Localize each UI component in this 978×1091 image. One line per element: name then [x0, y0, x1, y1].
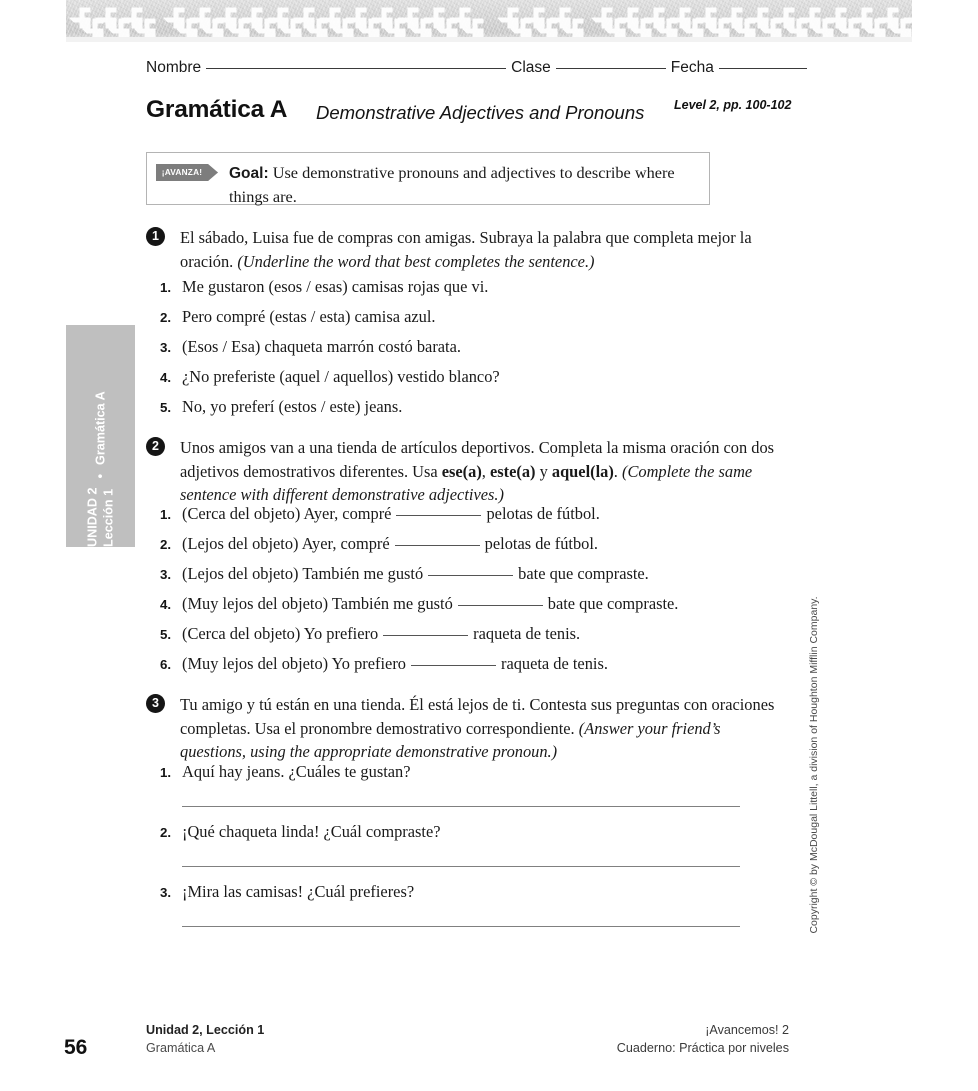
exercise-2-term-ese: ese(a)	[441, 461, 482, 481]
ex1-item-2	[160, 306, 436, 329]
exercise-1-instructions-es: El sábado, Luisa fue de compras con amigas. Subraya la palabra que completa mejor la oración.	[180, 228, 752, 271]
side-tab-separator: •	[92, 473, 107, 479]
side-tab-unit: UNIDAD 2	[84, 487, 99, 547]
banner-baseline	[66, 37, 912, 42]
ex1-item-4-number: 4.	[160, 370, 172, 385]
fecha-write-in-line[interactable]	[719, 68, 807, 69]
exercise-1-number: 1	[146, 227, 165, 246]
side-unit-tab	[66, 325, 135, 547]
footer-left	[146, 1022, 264, 1058]
ex2-item-1-text-after: pelotas de fútbol.	[486, 504, 600, 523]
ex1-item-4-text[interactable]: ¿No preferiste (aquel / aquellos) vestido blanco?	[182, 367, 500, 386]
ex2-item-1-number: 1.	[160, 507, 172, 522]
nombre-write-in-line[interactable]	[206, 68, 506, 69]
ex1-item-3-text[interactable]: (Esos / Esa) chaqueta marrón costó barata.	[182, 337, 461, 356]
ex2-item-5	[160, 623, 580, 646]
exercise-2-term-aquel: aquel(la)	[551, 461, 614, 481]
goal-text	[229, 161, 691, 208]
ex1-item-3	[160, 336, 461, 359]
ex2-item-4	[160, 593, 678, 616]
side-tab-lesson: Lección 1	[100, 488, 115, 547]
goal-label: Goal:	[229, 165, 269, 182]
ex2-item-2-text-before: (Lejos del objeto) Ayer, compré	[182, 534, 390, 553]
ex3-item-3-answer-line[interactable]	[182, 926, 740, 927]
ex1-item-5	[160, 396, 402, 419]
ex2-item-2-number: 2.	[160, 537, 172, 552]
footer-book-title: ¡Avancemos! 2	[705, 1023, 789, 1037]
ex1-item-3-number: 3.	[160, 340, 172, 355]
footer-book-subtitle: Cuaderno: Práctica por niveles	[616, 1040, 789, 1055]
side-unit-tab-content	[66, 325, 135, 547]
ex3-item-1-answer-line[interactable]	[182, 806, 740, 807]
ex2-item-1-blank[interactable]	[396, 515, 481, 516]
exercise-3-instructions-es: Tu amigo y tú están en una tienda. Él está lejos de ti. Contesta sus preguntas con oraciones completas. Usa el pronombre demostrativo correspondiente.	[180, 695, 775, 738]
copyright-text: Copyright © by McDougal Littell, a division of Houghton Mifflin Company.	[808, 596, 820, 934]
ex2-item-3-text-before: (Lejos del objeto) También me gustó	[182, 564, 424, 583]
exercise-2-sep-1: ,	[481, 461, 490, 481]
ex3-item-3-text: ¡Mira las camisas! ¿Cuál prefieres?	[182, 882, 415, 901]
ex2-item-5-text-before: (Cerca del objeto) Yo prefiero	[182, 624, 379, 643]
goal-box	[146, 152, 710, 205]
level-reference: Level 2, pp. 100-102	[674, 98, 792, 112]
ex3-item-2-number: 2.	[160, 825, 172, 840]
ex2-item-2-blank[interactable]	[395, 545, 480, 546]
ex2-item-3-number: 3.	[160, 567, 172, 582]
page-number: 56	[64, 1036, 88, 1059]
nombre-label: Nombre	[146, 59, 202, 76]
exercise-2-term-este: este(a)	[489, 461, 536, 481]
exercise-3-instructions-en: (Answer your friend’s questions, using the appropriate demonstrative pronoun.)	[180, 718, 721, 762]
exercise-2-sep-3: .	[613, 461, 622, 481]
avanza-badge-label: ¡AVANZA!	[161, 167, 203, 177]
ex2-item-6-blank[interactable]	[411, 665, 496, 666]
exercise-2-sep-2: y	[535, 461, 552, 481]
fecha-label: Fecha	[670, 59, 714, 76]
exercise-2-instructions	[180, 436, 784, 507]
name-class-date-line	[146, 59, 786, 81]
ex1-item-1-text[interactable]: Me gustaron (esos / esas) camisas rojas que vi.	[182, 277, 489, 296]
ex1-item-4	[160, 366, 500, 389]
exercise-2-number: 2	[146, 437, 165, 456]
ex3-item-3	[160, 881, 414, 904]
decorative-banner	[66, 0, 912, 42]
ex1-item-2-text[interactable]: Pero compré (estas / esta) camisa azul.	[182, 307, 436, 326]
ex3-item-2	[160, 821, 441, 844]
ex3-item-1-text: Aquí hay jeans. ¿Cuáles te gustan?	[182, 762, 411, 781]
ex2-item-5-text-after: raqueta de tenis.	[473, 624, 581, 643]
ex1-item-1-number: 1.	[160, 280, 172, 295]
goal-body: Use demonstrative pronouns and adjectives to describe where things are.	[229, 163, 675, 206]
ex2-item-2	[160, 533, 598, 556]
ex2-item-4-text-before: (Muy lejos del objeto) También me gustó	[182, 594, 453, 613]
ex2-item-4-number: 4.	[160, 597, 172, 612]
exercise-3-number: 3	[146, 694, 165, 713]
ex2-item-1-text-before: (Cerca del objeto) Ayer, compré	[182, 504, 392, 523]
ex3-item-1-number: 1.	[160, 765, 172, 780]
ex2-item-6-number: 6.	[160, 657, 172, 672]
ex1-item-5-text[interactable]: No, yo preferí (estos / este) jeans.	[182, 397, 403, 416]
ex3-item-2-text: ¡Qué chaqueta linda! ¿Cuál compraste?	[182, 822, 441, 841]
side-tab-unit-block	[85, 488, 116, 547]
copyright-notice	[806, 596, 822, 934]
ex2-item-6-text-before: (Muy lejos del objeto) Yo prefiero	[182, 654, 406, 673]
ex2-item-6	[160, 653, 608, 676]
footer-unit-lesson: Unidad 2, Lección 1	[146, 1023, 265, 1037]
ex2-item-5-blank[interactable]	[383, 635, 468, 636]
ex1-item-2-number: 2.	[160, 310, 172, 325]
page-title: Gramática A	[146, 96, 288, 123]
aztec-fret-pattern-icon	[66, 0, 912, 42]
exercise-1-instructions-en: (Underline the word that best completes the sentence.)	[237, 251, 595, 271]
ex2-item-3-text-after: bate que compraste.	[518, 564, 649, 583]
exercise-3-instructions	[180, 693, 778, 764]
avanza-badge-icon	[156, 164, 218, 181]
ex2-item-4-blank[interactable]	[458, 605, 543, 606]
ex2-item-4-text-after: bate que compraste.	[547, 594, 679, 613]
clase-label: Clase	[511, 59, 551, 76]
ex3-item-2-answer-line[interactable]	[182, 866, 740, 867]
ex1-item-5-number: 5.	[160, 400, 172, 415]
page-title-row	[146, 96, 806, 128]
ex1-item-1	[160, 276, 488, 299]
ex2-item-3	[160, 563, 649, 586]
ex2-item-2-text-after: pelotas de fútbol.	[484, 534, 599, 553]
exercise-1-instructions	[180, 226, 772, 273]
ex2-item-3-blank[interactable]	[428, 575, 513, 576]
ex2-item-6-text-after: raqueta de tenis.	[500, 654, 608, 673]
clase-write-in-line[interactable]	[556, 68, 666, 69]
ex2-item-5-number: 5.	[160, 627, 172, 642]
page-subtitle: Demonstrative Adjectives and Pronouns	[316, 102, 645, 123]
exercise-2-instructions-es: Unos amigos van a una tienda de artículos deportivos. Completa la misma oración con dos adjetivos demostrativos diferentes. Usa	[180, 438, 775, 481]
ex2-item-1	[160, 503, 600, 526]
page-footer	[0, 1018, 978, 1068]
footer-right	[617, 1022, 789, 1058]
exercise-2-instructions-en: (Complete the same sentence with different demonstrative adjectives.)	[180, 461, 753, 505]
side-tab-section: Gramática A	[92, 391, 107, 465]
ex3-item-1	[160, 761, 411, 784]
footer-section: Gramática A	[146, 1040, 216, 1055]
ex3-item-3-number: 3.	[160, 885, 172, 900]
